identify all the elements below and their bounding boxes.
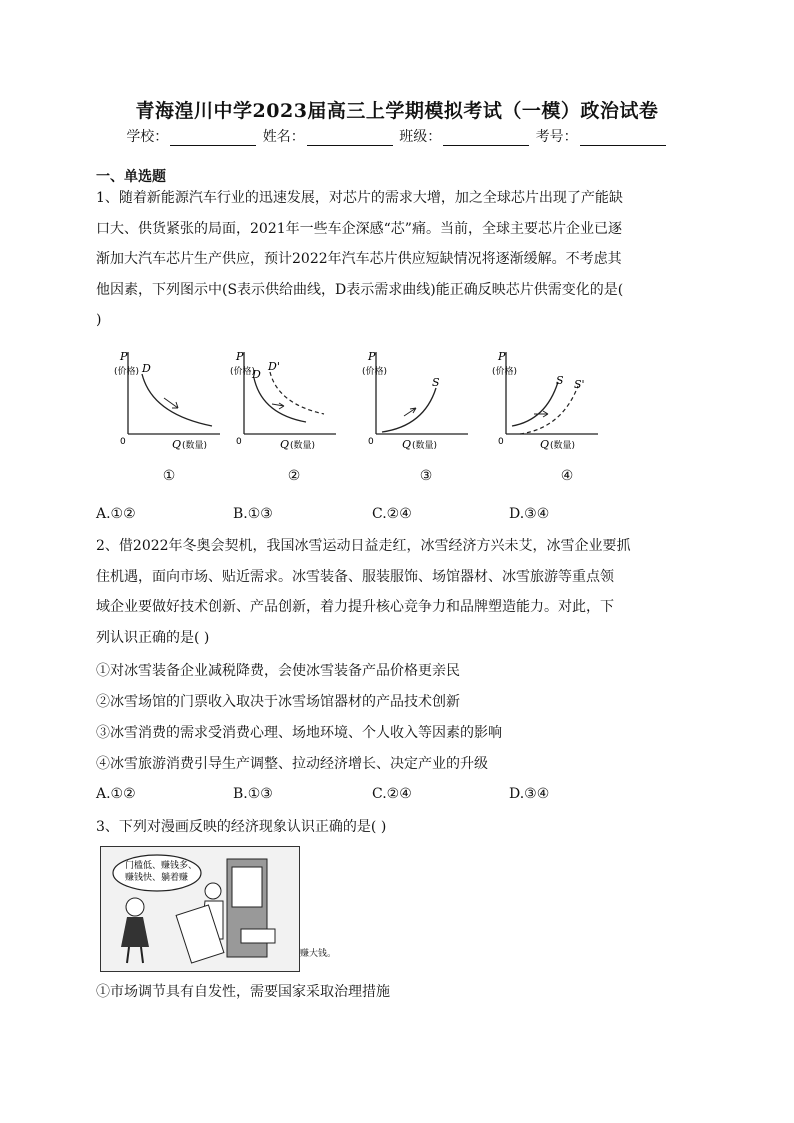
curve-label: D: [142, 362, 151, 375]
shift-arrow: [404, 408, 416, 416]
q1-line: ): [96, 312, 102, 328]
curve-label: S: [556, 374, 564, 387]
axis-p-text: (价格): [230, 367, 256, 377]
exam-no-blank[interactable]: [580, 131, 666, 146]
curve-label-shifted: D': [268, 360, 280, 373]
axis-p-label: P: [498, 350, 506, 363]
class-label: 班级：: [399, 129, 442, 145]
graph-3-number: ③: [419, 468, 433, 484]
question-2-stem: [96, 531, 700, 653]
demand-curve-shifted: [270, 372, 324, 414]
student-info-row: [0, 126, 794, 146]
graph-1: [112, 348, 224, 456]
origin-label: 0: [368, 437, 374, 447]
option-b[interactable]: B.①③: [233, 506, 273, 522]
cartoon-caption: 赚大钱。: [300, 949, 337, 959]
axis-q-text: (数量): [182, 441, 208, 451]
axis-p-label: P: [120, 350, 128, 363]
curve-label-shifted: S': [574, 378, 585, 391]
school-label: 学校：: [126, 129, 169, 145]
cartoon-image: [100, 846, 300, 972]
axis-q-label: Q: [280, 438, 290, 451]
q1-line: 他因素，下列图示中(S表示供给曲线，D表示需求曲线)能正确反映芯片供需变化的是(: [96, 281, 624, 298]
bubble-text-1: 门槛低、赚钱多、: [125, 861, 198, 871]
man-head: [205, 883, 221, 899]
supply-curve: [512, 382, 558, 426]
q2-line: 住机遇，面向市场、贴近需求。冰雪装备、服装服饰、场馆器材、冰雪旅游等重点领: [96, 568, 614, 585]
person-head: [126, 898, 144, 916]
axis-q-text: (数量): [550, 441, 576, 451]
graph-2: [228, 348, 340, 456]
section-heading: 一、单选题: [96, 169, 166, 185]
demand-curve: [254, 378, 306, 422]
option-b[interactable]: B.①③: [233, 786, 273, 802]
shift-arrow: [164, 398, 178, 408]
axis-q-label: Q: [540, 438, 550, 451]
curve-label: S: [432, 376, 440, 389]
option-a[interactable]: A.①②: [96, 506, 136, 522]
axis-p-text: (价格): [492, 367, 518, 377]
demand-curve: [142, 374, 212, 426]
axis-q-label: Q: [402, 438, 412, 451]
supply-curve-shifted: [520, 386, 578, 434]
q2-line: 2、借2022年冬奥会契机，我国冰雪运动日益走红，冰雪经济方兴未艾，冰雪企业要抓: [96, 538, 631, 554]
class-blank[interactable]: [443, 131, 529, 146]
name-label: 姓名：: [262, 129, 305, 145]
q2-statement-2: ②冰雪场馆的门票收入取决于冰雪场馆器材的产品技术创新: [96, 694, 460, 710]
supply-curve: [382, 388, 436, 432]
name-blank[interactable]: [307, 131, 393, 146]
axis-p-text: (价格): [114, 367, 140, 377]
bubble-text-2: 赚钱快、躺着赚: [125, 873, 189, 883]
option-d[interactable]: D.③④: [509, 506, 550, 522]
school-blank[interactable]: [170, 131, 256, 146]
option-a[interactable]: A.①②: [96, 786, 136, 802]
graph-4-number: ④: [560, 468, 574, 484]
axis-p-label: P: [368, 350, 376, 363]
graph-1-number: ①: [162, 468, 176, 484]
question-3-stem: 3、下列对漫画反映的经济现象认识正确的是( ): [96, 819, 387, 835]
q2-statement-3: ③冰雪消费的需求受消费心理、场地环境、个人收入等因素的影响: [96, 725, 502, 741]
origin-label: 0: [498, 437, 504, 447]
curve-label: D: [252, 368, 261, 381]
graph-3: [360, 348, 472, 456]
q1-line: 1、随着新能源汽车行业的迅速发展，对芯片的需求大增，加之全球芯片出现了产能缺: [96, 190, 623, 206]
axis-q-text: (数量): [412, 441, 438, 451]
q2-statement-1: ①对冰雪装备企业减税降费，会使冰雪装备产品价格更亲民: [96, 663, 460, 679]
axis-q-label: Q: [172, 438, 182, 451]
origin-label: 0: [120, 437, 126, 447]
shift-arrow: [272, 403, 284, 409]
question-1-stem: [96, 183, 700, 336]
option-d[interactable]: D.③④: [509, 786, 550, 802]
exam-no-label: 考号：: [535, 129, 578, 145]
q2-line: 列认识正确的是( ): [96, 629, 210, 646]
q1-line: 渐加大汽车芯片生产供应，预计2022年汽车芯片供应短缺情况将逐渐缓解。不考虑其: [96, 251, 622, 267]
q1-line: 口大、供货紧张的局面，2021年一些车企深感“芯”痛。当前，全球主要芯片企业已逐: [96, 220, 622, 237]
graph-2-number: ②: [287, 468, 301, 484]
option-c[interactable]: C.②④: [372, 506, 412, 522]
graph-4: [490, 348, 602, 456]
axis-p-text: (价格): [362, 367, 388, 377]
q3-statement-1: ①市场调节具有自发性，需要国家采取治理措施: [96, 984, 390, 1000]
axis-q-text: (数量): [290, 441, 316, 451]
axis-p-label: P: [236, 350, 244, 363]
exam-title: 青海湟川中学2023届高三上学期模拟考试（一模）政治试卷: [135, 100, 659, 122]
option-c[interactable]: C.②④: [372, 786, 412, 802]
q2-line: 域企业要做好技术创新、产品创新，着力提升核心竞争力和品牌塑造能力。对此，下: [96, 599, 614, 615]
q2-statement-4: ④冰雪旅游消费引导生产调整、拉动经济增长、决定产业的升级: [96, 756, 488, 772]
origin-label: 0: [236, 437, 242, 447]
